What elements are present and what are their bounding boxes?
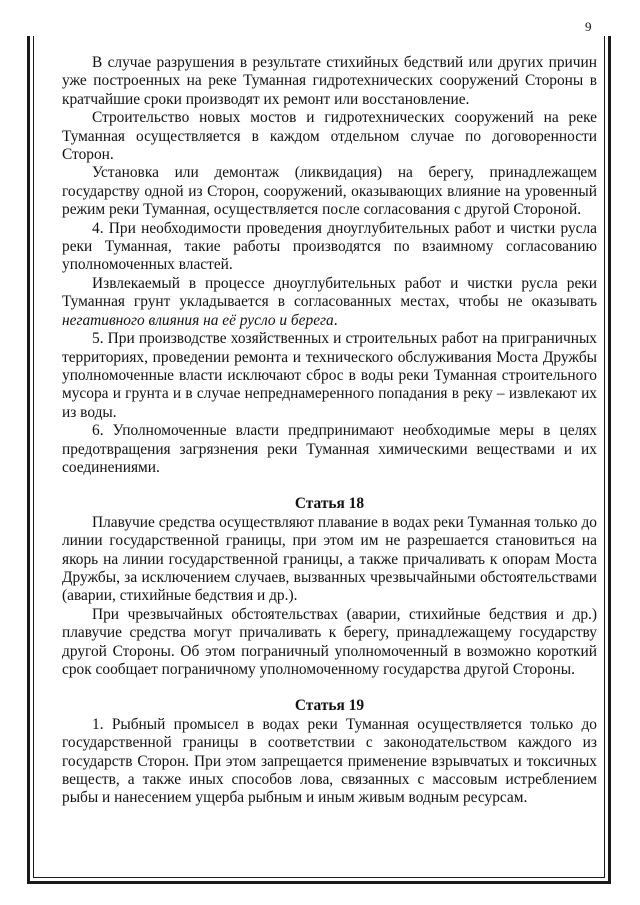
article-18-paragraph-2: При чрезвычайных обстоятельствах (аварии, стихийные бедствия и др.) плавучие средства могут причаливать к берегу, принадлежащему государству другой Стороны. Об этом пограничный уполномоченный в возможно короткий срок сообщает пограничному уполномоченному государства другой Стороны.: [62, 605, 597, 678]
page-number: 9: [585, 19, 592, 34]
paragraph-pollution: 6. Уполномоченные власти предпринимают необходимые меры в целях предотвращения загрязнения реки Туманная химическими веществами и их соединениями.: [62, 422, 597, 476]
document-body: [62, 54, 597, 808]
dredged-soil-italic: негативного влияния на её русло и берега: [62, 311, 334, 329]
paragraph-installation: Установка или демонтаж (ликвидация) на берегу, принадлежащем государству одной из Сторон, сооружений, оказывающих влияние на уровенный режим реки Туманная, осуществляется после согласования с другой Стороной.: [62, 164, 597, 219]
article-18-title: Статья 18: [294, 495, 365, 513]
article-19-title: Статья 19: [294, 697, 365, 715]
dredged-soil-text: Извлекаемый в процессе дноуглубительных работ и чистки русла реки Туманная грунт укладывается в согласованных местах, чтобы не оказывать: [62, 274, 597, 311]
paragraph-dredged-soil: [62, 275, 597, 330]
paragraph-construction-works: 5. При производстве хозяйственных и строительных работ на приграничных территориях, проведении ремонта и технического обслуживания Моста Дружбы уполномоченные власти исключают сброс в воды реки Туманная строительного мусора и грунта и в случае непреднамеренного попадания в реку – извлекают их из воды.: [62, 330, 597, 421]
paragraph-repair: В случае разрушения в результате стихийных бедствий или других причин уже построенных на реке Туманная гидротехнических сооружений Стороны в кратчайшие сроки производят их ремонт или восстановление.: [62, 54, 597, 108]
paragraph-new-bridges: Строительство новых мостов и гидротехнических сооружений на реке Туманная осуществляется в каждом отдельном случае по договоренности Сторон.: [62, 109, 597, 164]
article-19-paragraph-1: 1. Рыбный промысел в водах реки Туманная осуществляется только до государственной границы в соответствии с законодательством каждого из государств Сторон. При этом запрещается применение взрывчатых и токсичных веществ, а также иных способов лова, связанных с массовым истреблением рыбы и нанесением ущерба рыбным и иным живым водным ресурсам.: [62, 715, 597, 807]
dredged-soil-end: .: [333, 311, 338, 329]
article-18-paragraph-1: Плавучие средства осуществляют плавание в водах реки Туманная только до линии государственной границы, при этом им не разрешается становиться на якорь на линии государственной границы, а также причаливать к опорам Моста Дружбы, за исключением случаев, вызванных чрезвычайными обстоятельствами (аварии, стихийные бедствия и др.).: [62, 513, 597, 605]
paragraph-dredging-works: 4. При необходимости проведения дноуглубительных работ и чистки русла реки Туманная, такие работы производятся по взаимному согласованию уполномоченных властей.: [62, 219, 597, 274]
